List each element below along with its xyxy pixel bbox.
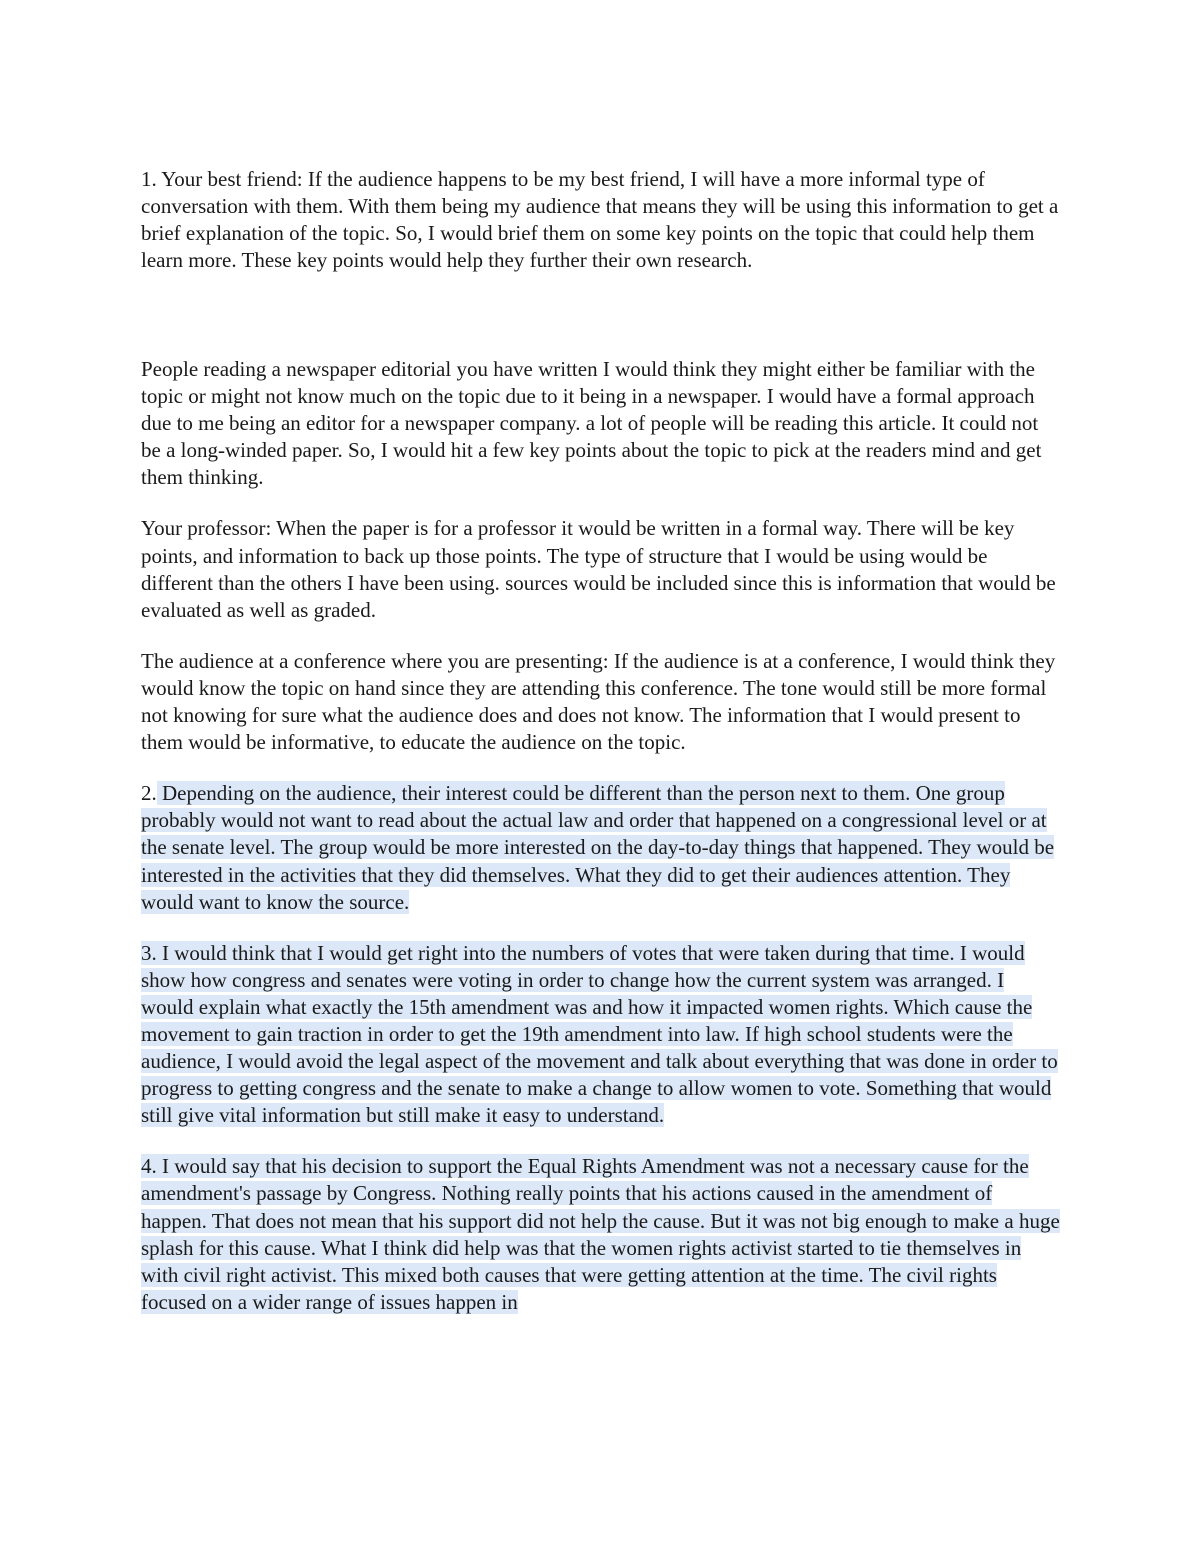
paragraph-answer-3 [141,940,1061,1130]
paragraph-spacer [141,1129,1061,1153]
paragraph-spacer [141,916,1061,940]
paragraph-spacer [141,756,1061,780]
selected-text[interactable]: 4. I would say that his decision to support the Equal Rights Amendment was not a necessary cause for the amendment's passage by Congress. Nothing really points that his actions caused in the amendment of happen. That does not mean that his support did not help the cause. But it was not big enough to make a huge splash for this cause. What I think did help was that the women rights activist started to tie themselves in with civil right activist. This mixed both causes that were getting attention at the time. The civil rights focused on a wider range of issues happen in [141,1154,1060,1314]
paragraph-text: Your professor: When the paper is for a professor it would be written in a formal way. There will be key points, and information to back up those points. The type of structure that I would be using would be different than the others I have been using. sources would be included since this is information that would be evaluated as well as graded. [141,516,1056,622]
selected-text[interactable]: 3. I would think that I would get right into the numbers of votes that were taken during that time. I would show how congress and senates were voting in order to change how the current system was arranged. I would explain what exactly the 15th amendment was and how it impacted women rights. Which cause the movement to gain traction in order to get the 19th amendment into law. If high school students were the audience, I would avoid the legal aspect of the movement and talk about everything that was done in order to progress to getting congress and the senate to make a change to allow women to vote. Something that would still give vital information but still make it easy to understand. [141,940,1058,1128]
paragraph-text: 1. Your best friend: If the audience happens to be my best friend, I will have a more informal type of conversation with them. With them being my audience that means they will be using this information to get a brief explanation of the topic. So, I would brief them on some key points on the topic that could help them learn more. These key points would help they further their own research. [141,167,1059,273]
paragraph-text: People reading a newspaper editorial you have written I would think they might either be familiar with the topic or might not know much on the topic due to it being in a newspaper. I would have a formal approach due to me being an editor for a newspaper company. a lot of people will be reading this article. It could not be a long-winded paper. So, I would hit a few key points about the topic to pick at the readers mind and get them thinking. [141,357,1042,490]
paragraph-spacer [141,624,1061,648]
paragraph-spacer [141,302,1061,356]
paragraph-answer-4 [141,1153,1061,1316]
document-body [141,166,1061,1316]
paragraph-conference [141,648,1061,756]
paragraph-professor [141,515,1061,623]
paragraph-text: The audience at a conference where you are presenting: If the audience is at a conference, I would think they would know the topic on hand since they are attending this conference. The tone would still be more formal not knowing for sure what the audience does and does not know. The information that I would present to them would be informative, to educate the audience on the topic. [141,648,1056,755]
paragraph-spacer [141,491,1061,515]
paragraph-newspaper-editorial [141,356,1061,491]
selected-text[interactable]: Depending on the audience, their interest could be different than the person next to them. One group probably would not want to read about the actual law and order that happened on a congressional level or at the senate level. The group would be more interested on the day-to-day things that happened. They would be interested in the activities that they did themselves. What they did to get their audiences attention. They would want to know the source. [141,781,1055,914]
paragraph-best-friend [141,166,1061,302]
paragraph-number: 2. [141,781,157,806]
paragraph-answer-2 [141,780,1061,915]
